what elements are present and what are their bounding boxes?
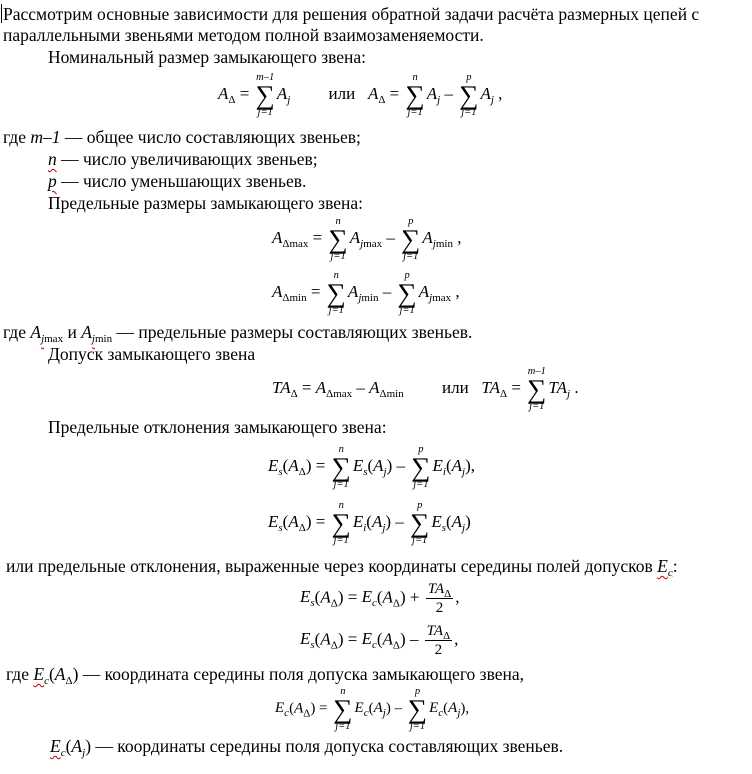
var-n: n [48,149,57,169]
where-limits-line: где $A_{jmax}$ и $A_{jmin}$ — предельные размеры составляющих звеньев. [3,322,473,345]
formula-limit-max: $A_{\Delta max}$ = n ∑ j=1 $A_{jmax}$ – p ∑ j=1 $A_{jmin}$ , [272,216,462,262]
formula-center-upper: $E_s(A_\Delta) = E_c(A_\Delta)$ + $\frac{TA_\Delta}{2}$ , [300,581,460,616]
sum-symbol: n ∑ j=1 [326,270,346,316]
sum-symbol: p ∑ j=1 [397,270,417,316]
where-m-line [3,126,361,148]
where-n-line [48,148,318,170]
formula-center-sum: $E_c(A_\Delta)$ = n ∑ j=1 $E_c(A_j)$ – p ∑ j=1 $E_c(A_j)$, [275,686,470,732]
last-line: $E_c(A_j)$ — координаты середины поля допуска составляющих звеньев. [50,736,564,759]
fraction: $\frac{TA_\Delta}{2}$ [426,623,451,658]
sum-symbol: n ∑ j=1 [405,72,425,118]
formula-deviation-lower: $E_s(A_\Delta)$ = n ∑ j=1 $E_i(A_j)$ – p ∑ j=1 $E_s(A_j)$ [268,500,471,546]
var-p: p [48,171,57,191]
or-word: или [328,83,356,103]
where-p-line [48,170,306,192]
heading-deviations: Предельные отклонения замыкающего звена: [48,417,387,437]
sum-symbol: p ∑ j=1 [410,500,430,546]
paragraph-intro-line2: параллельными звеньями методом полной взаимозаменяемости. [3,25,484,45]
where-m-text: — общее число составляющих звеньев; [60,127,361,147]
formula-center-lower: $E_s(A_\Delta) = E_c(A_\Delta)$ – $\frac{TA_\Delta}{2}$ , [300,623,459,658]
sum-symbol: p ∑ j=1 [407,686,428,732]
last-line-text: — координаты середины поля допуска составляющих звеньев. [91,736,564,756]
deviation-coordinates-text: или предельные отклонения, выраженные через координаты середины полей допусков [6,556,658,576]
sum-symbol: n ∑ j=1 [331,444,351,490]
where-ec-line: где $E_c(A_\Delta)$ — координата середины поля допуска замыкающего звена, [6,664,525,687]
where-p-text: — число уменьшающих звеньев. [56,171,307,191]
formula-tolerance: $TA_\Delta = A_{\Delta max} - A_{\Delta min}$ или $TA_\Delta$ = m–1 ∑ j=1 $TA_j$ . [272,366,579,412]
heading-tolerance: Допуск замыкающего звена [48,344,256,364]
heading-limit-sizes: Предельные размеры замыкающего звена: [48,193,364,213]
sum-symbol: m–1 ∑ j=1 [527,366,547,412]
formula-nominal-size: $A_\Delta$ = m–1 ∑ j=1 $A_j$ или $A_\Delta$ = n ∑ j=1 $A_j$ – p ∑ j=1 $A_j$ , [218,72,503,118]
where-word: где [3,322,31,342]
where-word: где [3,127,31,147]
paragraph-intro-line1: Рассмотрим основные зависимости для решения обратной задачи расчёта размерных цепей с [3,4,700,24]
sum-symbol: n ∑ j=1 [331,500,351,546]
sum-symbol: p ∑ j=1 [459,72,479,118]
fraction: $\frac{TA_\Delta}{2}$ [427,581,452,616]
deviation-coordinates-line: или предельные отклонения, выраженные через координаты середины полей допусков $E_c$: [6,556,678,579]
heading-nominal-size: Номинальный размер замыкающего звена: [48,47,367,67]
where-word: где [6,664,34,684]
sum-symbol: p ∑ j=1 [401,216,421,262]
sum-symbol: p ∑ j=1 [411,444,431,490]
where-limits-text: — предельные размеры составляющих звеньев. [112,322,473,342]
where-ec-text: — координата середины поля допуска замыкающего звена, [78,664,525,684]
sum-symbol: n ∑ j=1 [333,686,353,732]
where-n-text: — число увеличивающих звеньев; [56,149,318,169]
and-word: и [63,322,82,342]
formula-limit-min: $A_{\Delta min}$ = n ∑ j=1 $A_{jmin}$ – p ∑ j=1 $A_{jmax}$ , [272,270,460,316]
text-cursor [1,4,2,23]
var-m: m–1 [30,127,61,147]
or-word: или [441,377,469,397]
sum-symbol: m–1 ∑ j=1 [255,72,275,118]
sum-symbol: n ∑ j=1 [328,216,348,262]
formula-deviation-upper: $E_s(A_\Delta)$ = n ∑ j=1 $E_s(A_j)$ – p ∑ j=1 $E_i(A_j)$, [268,444,476,490]
